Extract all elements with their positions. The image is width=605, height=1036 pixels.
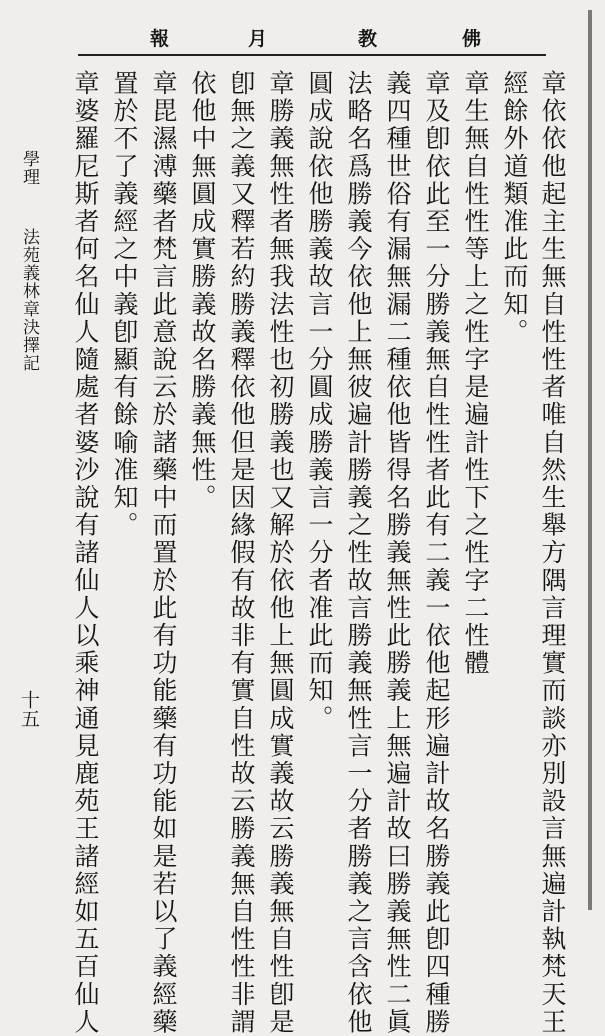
text-column-7: 圓成說依他勝義故言一分圓成勝義言一分者准此而知。 — [305, 70, 334, 733]
text-column-2: 經餘外道類准此而知。 — [500, 70, 529, 346]
text-column-13: 章婆羅尼斯者何名仙人隨處者婆沙說有諸仙人以乘神通見鹿苑王諸經如五百仙人 — [71, 70, 100, 1036]
text-column-8: 章勝義無性者無我法性也初勝義也又解於依他上無圓成實義故云勝義無自性卽是 — [266, 70, 295, 1036]
text-column-1: 章依依他起主生無自性性者唯自然生舉方隅言理實而談亦別設言無遍計執梵天王 — [538, 70, 567, 1036]
header-rule — [78, 54, 546, 56]
header-char-1: 佛 — [462, 28, 482, 50]
text-column-10: 依他中無圓成實勝義故名勝義無性。 — [188, 70, 217, 512]
text-column-3: 章生無自性性等上之性字是遍計性下之性字二性體 — [461, 70, 490, 678]
text-column-6: 法略名爲勝義今依他上無彼遍計勝義之性故言勝義無性言一分者勝義之言含依他 — [344, 70, 373, 1036]
text-column-12: 置於不了義經之中義卽顯有餘喻准知。 — [110, 70, 139, 540]
header-char-3: 月 — [248, 28, 268, 50]
text-body — [62, 70, 570, 1036]
text-column-9: 卽無之義又釋若約勝義釋依他但是因緣假有故非有實自性故云勝義無自性性非謂 — [227, 70, 256, 1036]
binding-edge — [588, 10, 592, 910]
section-label: 學理 — [19, 150, 39, 186]
text-column-4: 章及卽依此至一分勝義無自性性者此有二義一依他起形遍計故名勝義此卽四種勝 — [422, 70, 451, 1036]
text-column-11: 章毘濕溥藥者梵言此意說云於諸藥中而置於此有功能藥有功能如是若以了義經藥 — [149, 70, 178, 1036]
header-char-4: 報 — [150, 28, 170, 50]
page-number: 十五 — [18, 690, 40, 728]
header-char-2: 教 — [358, 28, 378, 50]
book-title: 法苑義林章決擇記 — [19, 228, 39, 372]
text-column-5: 義四種世俗有漏無漏二種依他皆得名勝義無性此勝義上無遍計故曰勝義無性二眞 — [383, 70, 412, 1036]
